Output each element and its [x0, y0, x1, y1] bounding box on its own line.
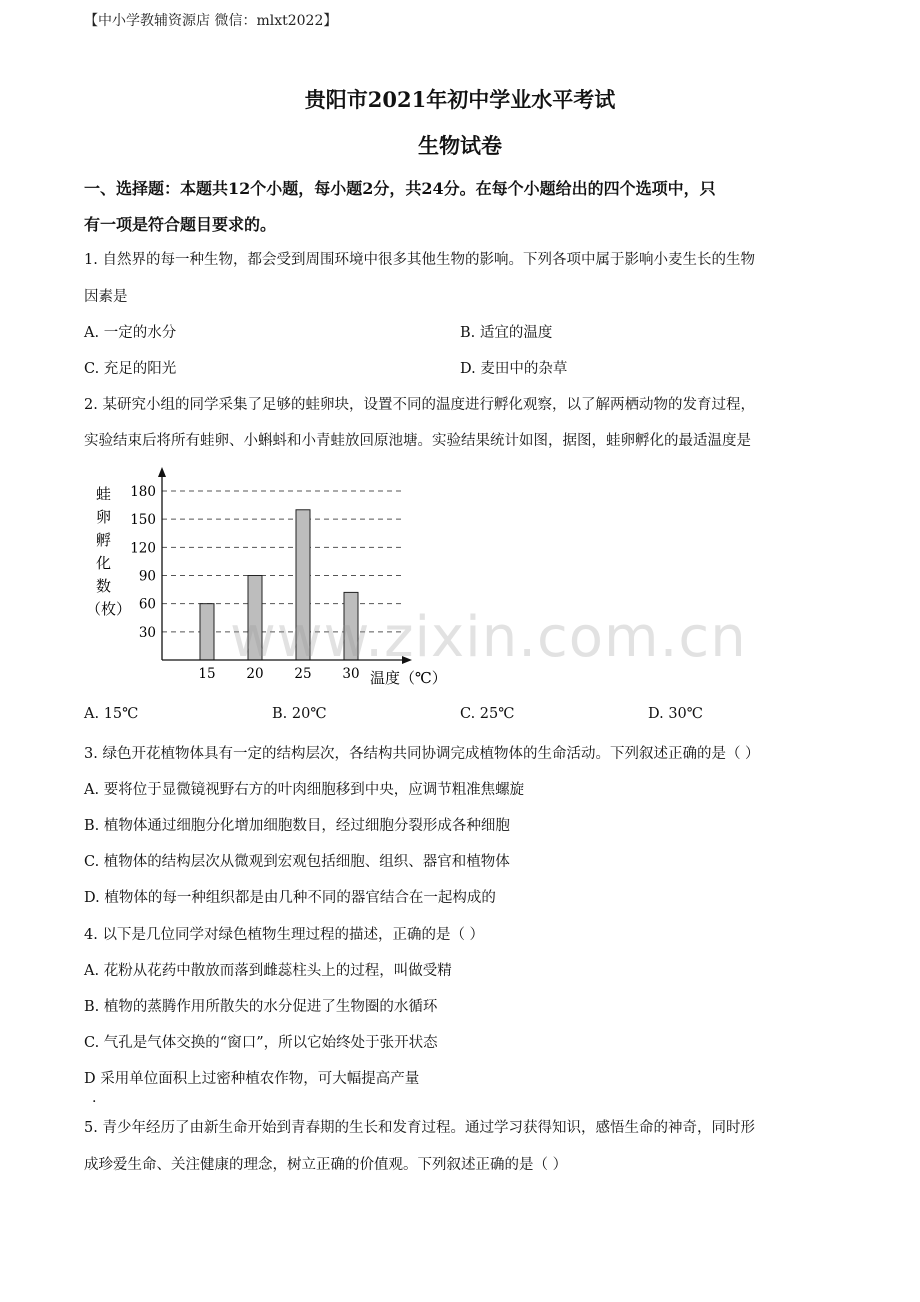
y-axis-label-char: 卵	[96, 508, 112, 526]
section-instructions-line2: 有一项是符合题目要求的。	[84, 215, 277, 234]
x-tick-label: 30	[342, 666, 360, 682]
y-tick-label: 30	[138, 624, 156, 641]
q1-option-d: D. 麦田中的杂草	[460, 361, 568, 377]
watermark: www.zixin.com.cn	[230, 605, 747, 670]
exam-title: 贵阳市2021年初中学业水平考试	[304, 87, 616, 112]
exam-subtitle: 生物试卷	[418, 133, 502, 158]
q3-stem: 3. 绿色开花植物体具有一定的结构层次，各结构共同协调完成植物体的生命活动。下列叙述正确的是（ ）	[84, 746, 760, 762]
y-axis-label-char: 数	[96, 577, 112, 595]
q2-option-d: D. 30℃	[648, 706, 703, 722]
y-tick-label: 120	[130, 540, 156, 557]
y-axis-label-char: （枚）	[86, 600, 132, 618]
y-tick-label: 180	[130, 484, 156, 500]
q1-option-a: A. 一定的水分	[84, 325, 177, 341]
y-tick-label: 90	[138, 568, 156, 585]
section-instructions-line1: 一、选择题：本题共12个小题，每小题2分，共24分。在每个小题给出的四个选项中，只	[84, 179, 716, 198]
q3-option-b: B. 植物体通过细胞分化增加细胞数目，经过细胞分裂形成各种细胞	[84, 818, 510, 834]
q1-option-b: B. 适宜的温度	[460, 325, 553, 341]
y-axis-label-char: 蛙	[96, 485, 112, 503]
x-axis-label: 温度（℃）	[370, 669, 447, 687]
q2-option-a: A. 15℃	[84, 706, 139, 722]
q2-option-c: C. 25℃	[460, 706, 515, 722]
q5-stem-line2: 成珍爱生命、关注健康的理念，树立正确的价值观。下列叙述正确的是（ ）	[84, 1157, 568, 1173]
q1-stem-line2: 因素是	[84, 289, 128, 305]
x-tick-label: 20	[246, 666, 264, 682]
x-tick-label: 15	[198, 666, 216, 682]
y-axis-label-char: 孵	[96, 531, 112, 549]
bar-15	[200, 604, 214, 660]
q4-option-c: C. 气孔是气体交换的“窗口”，所以它始终处于张开状态	[84, 1035, 438, 1051]
q4-option-a: A. 花粉从花药中散放而落到雌蕊柱头上的过程，叫做受精	[84, 963, 452, 979]
q5-stem-line1: 5. 青少年经历了由新生命开始到青春期的生长和发育过程。通过学习获得知识，感悟生命的神奇，同时形	[84, 1120, 755, 1136]
q2-option-b: B. 20℃	[272, 706, 327, 722]
stray-dot: .	[92, 1090, 97, 1106]
q3-option-c: C. 植物体的结构层次从微观到宏观包括细胞、组织、器官和植物体	[84, 854, 510, 870]
y-tick-label: 60	[138, 596, 156, 613]
q2-stem-line2: 实验结束后将所有蛙卵、小蝌蚪和小青蛙放回原池塘。实验结果统计如图，据图，蛙卵孵化的最适温度是	[84, 433, 751, 449]
q4-option-d: D 采用单位面积上过密种植农作物，可大幅提高产量	[84, 1071, 420, 1087]
x-tick-label: 25	[294, 666, 312, 682]
q3-option-a: A. 要将位于显微镜视野右方的叶肉细胞移到中央，应调节粗准焦螺旋	[84, 782, 525, 798]
q2-stem-line1: 2. 某研究小组的同学采集了足够的蛙卵块，设置不同的温度进行孵化观察，以了解两栖动物的发育过程，	[84, 397, 755, 413]
q4-option-b: B. 植物的蒸腾作用所散失的水分促进了生物圈的水循环	[84, 999, 438, 1015]
header-banner: 【中小学教辅资源店 微信：mlxt2022】	[84, 13, 338, 29]
q1-option-c: C. 充足的阳光	[84, 361, 177, 377]
y-axis-arrow	[158, 467, 166, 477]
y-tick-label: 150	[130, 512, 156, 529]
q1-stem-line1: 1. 自然界的每一种生物，都会受到周围环境中很多其他生物的影响。下列各项中属于影响小麦生长的生物	[84, 252, 755, 268]
y-axis-label-char: 化	[96, 554, 112, 572]
q4-stem: 4. 以下是几位同学对绿色植物生理过程的描述，正确的是（ ）	[84, 927, 485, 943]
q3-option-d: D. 植物体的每一种组织都是由几种不同的器官结合在一起构成的	[84, 890, 496, 906]
